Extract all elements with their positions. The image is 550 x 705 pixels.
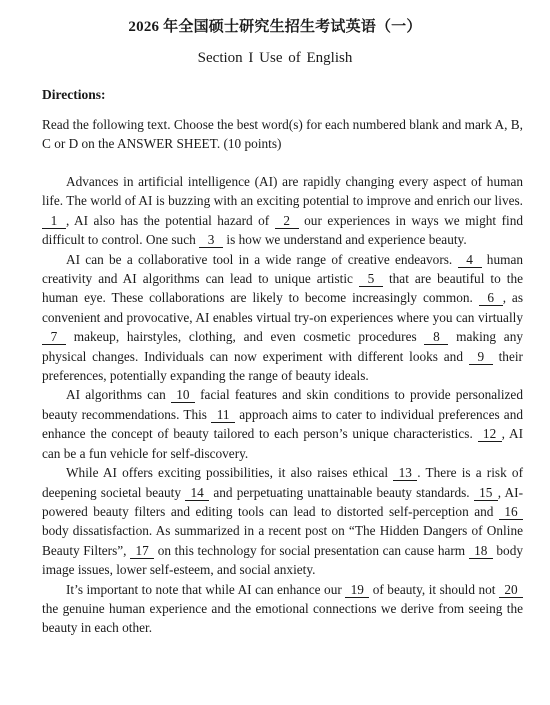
passage-paragraph [42, 250, 523, 386]
blank-17[interactable]: 17 [130, 544, 154, 559]
blank-2[interactable]: 2 [275, 214, 299, 229]
exam-title: 2026 年全国硕士研究生招生考试英语（一） [128, 19, 422, 35]
blank-16[interactable]: 16 [499, 505, 523, 520]
blank-11[interactable]: 11 [211, 408, 235, 423]
passage-text: , as convenient and provocative, AI enables virtual try-on experiences where you can virtually [42, 290, 523, 325]
passage-text: body dissatisfaction. As summarized in a recent post on “The Hidden Dangers of Online Beauty Filters”, [42, 523, 523, 558]
passage-text: AI can be a collaborative tool in a wide range of creative endeavors. [66, 251, 458, 267]
passage-text: human creativity and AI algorithms can lead to unique artistic [42, 251, 523, 287]
blank-7[interactable]: 7 [42, 330, 66, 345]
passage-text: , AI-powered beauty filters and editing tools can lead to distorted self-perception and [42, 484, 523, 519]
blank-13[interactable]: 13 [393, 466, 417, 481]
blank-1[interactable]: 1 [42, 214, 66, 229]
passage-paragraph [42, 463, 523, 579]
passage-text: makeup, hairstyles, clothing, and even cosmetic procedures [66, 329, 425, 345]
passage-text: facial features and skin conditions to provide personalized beauty recommendations. This [42, 387, 523, 422]
blank-4[interactable]: 4 [458, 253, 482, 268]
directions-label: Directions: [42, 87, 106, 102]
blank-14[interactable]: 14 [185, 486, 209, 501]
directions-text: Read the following text. Choose the best word(s) for each numbered blank and mark A, B, C or D on the ANSWER SHEET. (10 points) [42, 117, 523, 151]
passage-text: , AI can be a fun vehicle for self-discovery. [42, 426, 523, 461]
passage-text: of beauty, it should not [369, 581, 499, 597]
passage-text: and perpetuating unattainable beauty standards. [209, 484, 474, 500]
blank-5[interactable]: 5 [359, 272, 383, 287]
passage-text: our experiences in ways we might find difficult to control. One such [42, 212, 523, 248]
passage-text: that are beautiful to the human eye. These collaborations are likely to become increasingly common. [42, 271, 524, 306]
section-heading: Section I Use of English [197, 50, 353, 66]
cloze-passage [42, 172, 523, 638]
passage-text: making any physical changes. Individuals can now experiment with different looks and [42, 329, 524, 364]
passage-text: on this technology for social presentation can cause harm [154, 542, 469, 558]
passage-paragraph [42, 385, 523, 463]
passage-text: their preferences, potentially expanding the range of beauty ideals. [42, 348, 523, 384]
passage-paragraph [42, 172, 523, 250]
blank-18[interactable]: 18 [469, 544, 493, 559]
passage-text: body image issues, lower self-esteem, and social anxiety. [42, 542, 523, 578]
blank-12[interactable]: 12 [478, 427, 502, 442]
passage-text: Advances in artificial intelligence (AI) are rapidly changing every aspect of human life. The world of AI is buzzing with an exciting potential to improve and enrich our lives. [42, 174, 523, 209]
blank-19[interactable]: 19 [345, 583, 369, 598]
passage-text: approach aims to cater to individual preferences and enhance the concept of beauty tailored to each person’s unique characteristics. [42, 406, 523, 442]
passage-text: While AI offers exciting possibilities, it also raises ethical [66, 465, 394, 481]
passage-text: , AI also has the potential hazard of [66, 212, 275, 228]
blank-8[interactable]: 8 [424, 330, 448, 345]
blank-15[interactable]: 15 [474, 486, 498, 501]
passage-text: AI algorithms can [66, 387, 171, 403]
blank-3[interactable]: 3 [199, 233, 223, 248]
blank-20[interactable]: 20 [499, 583, 523, 598]
passage-text: It’s important to note that while AI can enhance our [66, 581, 346, 597]
passage-text: the genuine human experience and the emotional connections we derive from seeing the beauty in each other. [42, 600, 523, 636]
passage-text: is how we understand and experience beauty. [223, 232, 467, 248]
passage-paragraph [42, 580, 523, 638]
blank-10[interactable]: 10 [171, 388, 195, 403]
passage-text: . There is a risk of deepening societal beauty [42, 465, 523, 500]
blank-6[interactable]: 6 [479, 291, 503, 306]
blank-9[interactable]: 9 [469, 350, 493, 365]
